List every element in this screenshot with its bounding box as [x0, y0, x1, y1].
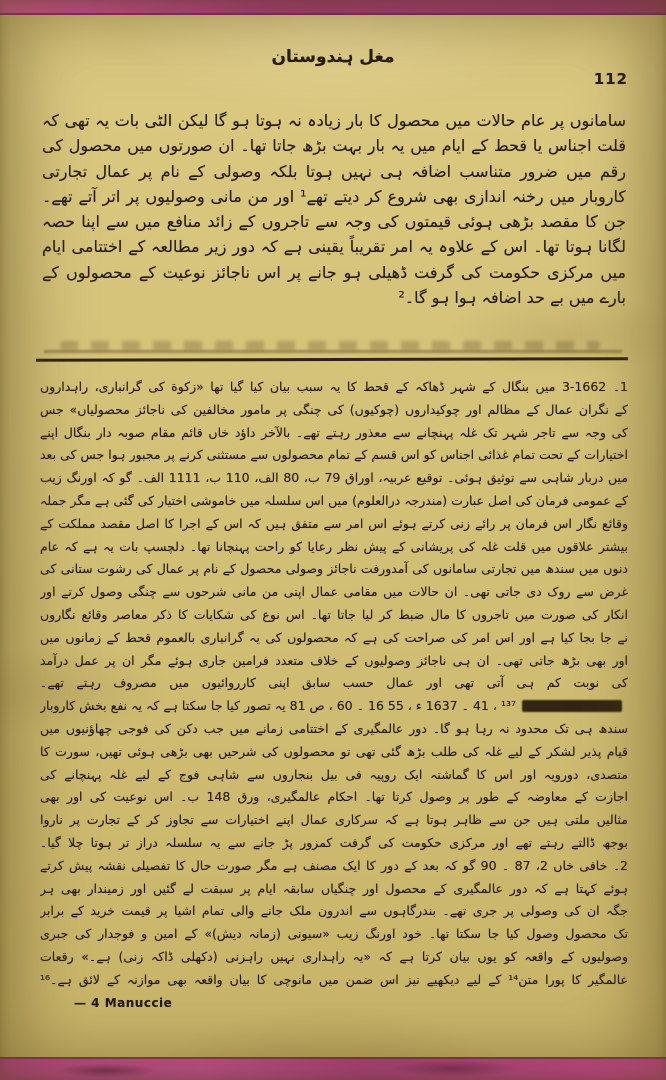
footnote-line: بوجھ ڈالتے رہتے تھے اور مرکزی حکومت کی گرفت کمزور پڑ جانے سے یہ سلسلہ دراز تر ہوتا چلا گیا۔ — [40, 834, 628, 850]
footnote-line: 2۔ خافی خاں 2، 87 ۔ 90 گو کہ بعد کے دور کا ایک مصنف ہے مگر صورت حال کا تفصیلی نقشہ پیش کرتے — [40, 857, 628, 873]
footnote-line: نے جا بجا کیا ہے اور اس امر کی صراحت کی ہے کہ محصولوں کی یہ گرانباری بالعموم قحط کے زمانوں میں — [40, 629, 628, 645]
footnote-line: جگہ ان کی وصولی پر جری تھے۔ بندرگاہوں سے اندرون ملک جانے والی تمام اشیا پر قیمت خرید کے برابر — [40, 903, 628, 919]
footnote-line: 1۔ 1662-3 میں بنگال کے شہر ڈھاکہ کے قحط کا یہ سبب بیان کیا گیا تھا «زکوة کی گرانباری، راہداروں — [40, 379, 628, 394]
page-number: 112 — [593, 70, 628, 88]
footnote-line: ہوئے کہتا ہے کہ دور عالمگیری کے محصول اور چنگیاں سابقہ ایام پر سبقت لے گئیں اور زمیندار بھی ہر — [40, 880, 628, 896]
footnote-line: کے عمومی فرمان کی اصل عبارت (مندرجہ درالعلوم) میں اس سلسلہ میں خاموشی اختیار کی گئی ہے مگر جملہ — [40, 492, 628, 508]
footnote-line: غرض سے روک دی جاتی تھی۔ ان حالات میں مقامی عمال اپنی من مانی شرحوں سے چنگی وصول کرتے اور — [40, 584, 628, 600]
footnote-line: متصدی، دورویہ اور اس کا گماشتہ ایک روپیہ فی بیل بنجاروں سے شاہی فوج کے لیے غلہ پہنچانے کی — [40, 766, 628, 782]
footnote-line: سندھ ہی تک محدود نہ رہا ہو گا۔ دور عالمگیری کے اختتامی زمانے میں جب دکن کی فوجی چھاؤنیوں میں — [40, 720, 628, 736]
footnote-line: دنوں میں سندھ میں تجارتی سامانوں کی آمدورفت ناجائز وصولی محصول کے نام پر عمال کی رشوت ستانی کی — [40, 561, 628, 577]
footnotes-block — [40, 376, 628, 1018]
footnote-line: وصولیوں کے واقعہ کو یوں بیان کرتا ہے کہ «یہ راہداری نہیں راہزنی (دکھلی ڈاکہ زنی) ہے۔» رقعات — [40, 948, 628, 964]
scan-edge-bottom — [0, 1057, 666, 1080]
footnote-line: ¹³⁷ ، 41 ۔ 1637 ء ، 55 16 ۔ 60 ، ص 81 یہ تصور کیا جا سکتا ہے کہ یہ نفع بخش کاروبار — [40, 695, 628, 718]
footnote-line: عالمگیر کا پورا متن¹⁴ کے لیے دیکھیے نیز اس ضمن میں مانوچی کا بیان واقعہ بھی موازنہ کے لائق ہے۔¹⁶ — [40, 971, 628, 987]
footnote-line: تک محصول وصول کیا جا سکتا تھا۔ خود اورنگ زیب «سیونی (زمانہ دیش)» کے امین و فوجدار کی جبری — [40, 926, 628, 942]
ink-bleed-ghost-line — [44, 350, 622, 353]
main-paragraph: سامانوں پر عام حالات میں محصول کا بار زیادہ نہ ہوتا ہو گا لیکن الٹی بات یہ تھی کہ قلت اجناس یا قحط کے ایام میں یہ بار بہت بڑھ جاتا تھا۔ ان صورتوں میں محصول کی رقم میں ضرور متناسب اضافہ ہی نہیں ہوتا بلکہ وصولی کے نام پر عمال تجارتی کاروبار میں رخنہ اندازی بھی شروع کر دیتے تھے¹ اور من مانی وصولیوں پر اتر آتے تھے۔ جن کا مقصد بڑھی ہوئی قیمتوں کی وجہ سے تاجروں کے زائد منافع میں سے اپنا حصہ لگانا ہوتا تھا۔ اس کے علاوہ یہ امر تقریباً یقینی ہے کہ دور زیر مطالعہ کے اختتامی ایام میں مرکزی حکومت کی گرفت ڈھیلی ہو جانے پر اس ناجائز نوعیت کے محصولوں کے بارے میں بے حد اضافہ ہوا ہو گا۔² — [42, 111, 626, 308]
footnote-line: کی وجہ سے تاجر شہر تک غلہ پہنچانے سے معذور رہتے تھے۔ بالآخر داؤد خاں قائم مقام صوبہ دار بنگال اپنے — [40, 424, 628, 440]
footnote-line: وقائع نگار اس فرمان پر رائے زنی کرتے ہوئے اس امر سے متفق ہیں کہ اس کے اجرا کا اصل مقصد مملکت کے — [40, 515, 628, 531]
footnote-line: بیشتر علاقوں میں قلت غلہ کی پریشانی کے پیش نظر رعایا کو راحت پہنچانا تھا۔ دلچسپ بات یہ ہے کہ عام — [40, 538, 628, 554]
ink-bleed-ghost — [60, 341, 600, 350]
footnote-line: مثالیں ملتی ہیں جن سے ظاہر ہوتا ہے کہ سرکاری عمال اپنے اختیارات سے تجاوز کر کے تجارت پر ناروا — [40, 812, 628, 828]
footnote-line: اور بھی بڑھ جاتی تھی۔ ان ہی ناجائز وصولیوں کے خلاف متعدد فرامین جاری ہوئے مگر ان پر عمل درآمد — [40, 652, 628, 668]
footnote-line: — 4 Manuccie — [74, 995, 173, 1010]
footnote-line: اجازت کے معاوضہ کے طور پر وصول کرتا تھا۔ احکام عالمگیری، ورق 148 ب۔ اس نوعیت کی اور بھی — [40, 789, 628, 805]
footnote-divider-rule — [36, 357, 628, 361]
running-head-title: مغل ہندوستان — [271, 47, 395, 67]
footnote-line: اختیارات کے تحت تمام غذائی اجناس کو اس قسم کے تمام محصولوں سے مستثنی کرنے پر مجبور ہوا جس کی بعد — [40, 447, 628, 463]
scan-edge-top — [0, 0, 666, 15]
footnote-line: میں دربار شاہی سے توثیق ہوئی۔ توقیع عربیہ، اوراق 79 ب، 80 الف، 110 ب، 1111 الف۔ گو کہ اورنگ زیب — [40, 470, 628, 486]
footnote-line: کے نگران عمال کے مظالم اور چوکیداروں (چوکیوں) کی چنگی پر مامور مخالفین کی ناجائز محصولیاں» جس — [40, 401, 628, 417]
footnote-line: انکار کی صورت میں تاجروں کا مال ضبط کر لیا جاتا تھا۔ اس نوع کی شکایات کا ذکر معاصر وقائع نگاروں — [40, 606, 628, 622]
footnote-line: قیام پذیر لشکر کے لیے غلہ کی طلب بڑھ گئی تھی تو محصولوں کی شرحیں بھی بڑھی ہوئی تھیں، سورت کا — [40, 743, 628, 759]
footnote-line: کی نوبت کم ہی آتی تھی اور عمال حسب سابق اپنی کارروائیوں میں مصروف رہتے تھے۔ — [40, 675, 628, 691]
